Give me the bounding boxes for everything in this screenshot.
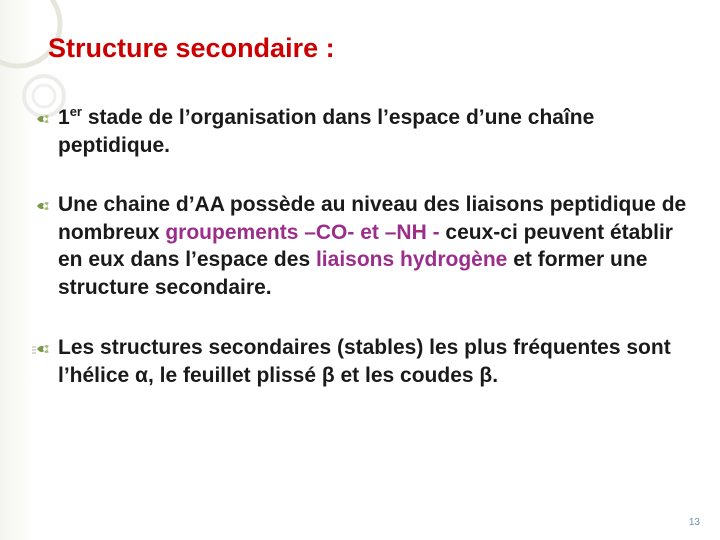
bullet-item xyxy=(36,104,696,159)
small-mark-icon xyxy=(31,346,37,354)
page-number: 13 xyxy=(688,517,700,528)
bullet-text: Une chaine d’AA possède au niveau des liaisons peptidique de nombreux groupements –CO- et –NH - ceux-ci peuvent établir en eux dans l’espace des liaisons hydrogène et former une structure secondaire. xyxy=(58,193,687,299)
highlight-text: liaisons hydrogène xyxy=(315,248,508,271)
bullet-list xyxy=(36,104,696,389)
bullet-item xyxy=(36,334,696,389)
bullet-text: Les structures secondaires (stables) les plus fréquentes sont l’hélice α, le feuillet plissé β et les coudes β. xyxy=(58,336,671,387)
highlight-text: groupements –CO- et –NH - xyxy=(165,220,446,244)
fleur-bullet-icon xyxy=(36,343,50,355)
fleur-bullet-icon xyxy=(36,200,50,212)
fleur-bullet-icon xyxy=(36,113,50,125)
slide-title: Structure secondaire : xyxy=(48,33,335,63)
bullet-item xyxy=(36,191,696,301)
bullet-text: 1er stade de l’organisation dans l’espace d’une chaîne peptidique. xyxy=(58,104,595,157)
